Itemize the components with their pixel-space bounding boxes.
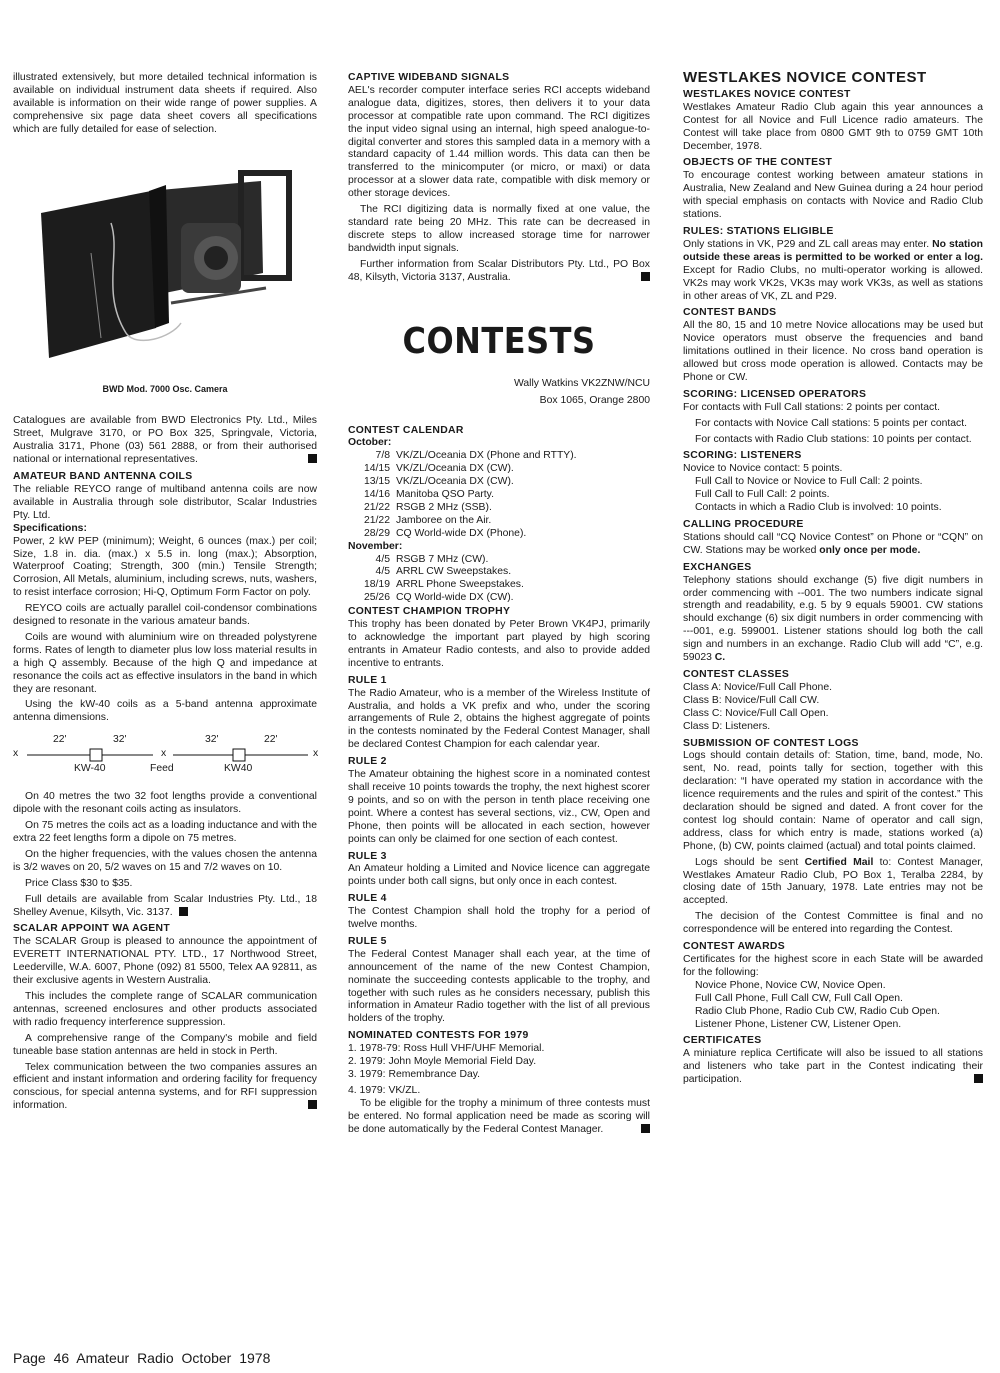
diagram-center-x: x bbox=[161, 748, 167, 760]
heading-rule-3: RULE 3 bbox=[348, 850, 387, 862]
heading-westlakes: WESTLAKES NOVICE CONTEST bbox=[683, 88, 851, 100]
calendar-entry bbox=[348, 502, 650, 515]
calling-text: Stations should call “CQ Novice Contest” on Phone or “CQN” on CW. Stations may be worked bbox=[683, 531, 983, 556]
paragraph-rule-3: An Amateur holding a Limited and Novice licence can aggregate points under both call signs, but only once in each contest. bbox=[348, 863, 650, 888]
eligible-text: To be eligible for the trophy a minimum of three contests must be entered. No formal application need be made as scoring will be done automatically by the Federal Contest Manager. bbox=[348, 1097, 650, 1135]
class-item: Class C: Novice/Full Call Open. bbox=[683, 707, 829, 719]
heading-calendar: CONTEST CALENDAR bbox=[348, 424, 464, 436]
award-item: Listener Phone, Listener CW, Listener Open. bbox=[695, 1018, 902, 1030]
nominated-item: 4. 1979: VK/ZL. bbox=[348, 1084, 421, 1096]
paragraph-exchanges bbox=[683, 575, 983, 665]
calendar-event: VK/ZL/Oceania DX (CW). bbox=[396, 463, 514, 475]
calendar-date: 25/26 bbox=[363, 592, 390, 604]
calendar-event: Manitoba QSO Party. bbox=[396, 489, 494, 501]
heading-exchanges: EXCHANGES bbox=[683, 561, 752, 573]
paragraph-rules bbox=[683, 239, 983, 304]
heading-bands: CONTEST BANDS bbox=[683, 307, 777, 319]
calendar-date: 28/29 bbox=[363, 527, 390, 539]
paragraph-40m: On 40 metres the two 32 foot lengths provide a conventional dipole with the resonant coils acting as insulators. bbox=[13, 791, 317, 816]
heading-awards: CONTEST AWARDS bbox=[683, 941, 785, 953]
exchanges-text-bold: C. bbox=[714, 652, 726, 664]
full-details-text: Full details are available from Scalar Industries Pty. Ltd., 18 Shelley Avenue, Kilsyth, Vic. 3137. bbox=[13, 893, 317, 918]
heading-nominated: NOMINATED CONTESTS FOR 1979 bbox=[348, 1030, 529, 1042]
heading-rules: RULES: STATIONS ELIGIBLE bbox=[683, 225, 834, 237]
november-label: November: bbox=[348, 540, 403, 552]
heading-scoring-operators: SCORING: LICENSED OPERATORS bbox=[683, 388, 867, 400]
diagram-end-x-right: x bbox=[313, 748, 319, 760]
nominated-item: 1. 1978-79: Ross Hull VHF/UHF Memorial. bbox=[348, 1043, 545, 1055]
diagram-length-22-left: 22' bbox=[53, 734, 67, 746]
paragraph-bands: All the 80, 15 and 10 metre Novice allocations may be used but Novice operators must observe the frequencies and band limitations outlined in their licence. No cross band operation is allowed but cross mode operation is allowed. Contacts may be Phone or CW. bbox=[683, 320, 983, 383]
end-mark-icon bbox=[974, 1074, 983, 1083]
heading-certificates: CERTIFICATES bbox=[683, 1035, 762, 1047]
paragraph-further bbox=[348, 259, 650, 285]
class-item: Class D: Listeners. bbox=[683, 720, 771, 732]
october-list bbox=[348, 450, 650, 540]
camera-illustration bbox=[31, 163, 301, 363]
heading-objects: OBJECTS OF THE CONTEST bbox=[683, 157, 833, 169]
heading-scalar: SCALAR APPOINT WA AGENT bbox=[13, 923, 170, 935]
calendar-event: VK/ZL/Oceania DX (Phone and RTTY). bbox=[396, 450, 577, 462]
paragraph-submission: Logs should contain details of: Station, time, band, mode, No. sent, No. read, points tally for section, together with this declaration: “I have operated my station in accordance with the licence requirements and the rules and spirit of the contest.” This declaration should be signed and dated. A front cover for the contest log should contain: Name of operator and call sign, address, class for which entry is made, stations worked (a) Phone, (b) CW, points claimed (actual) and total points claimed. bbox=[683, 750, 983, 852]
diagram-kw40-left-label: KW-40 bbox=[74, 763, 106, 775]
byline-address: Box 1065, Orange 2800 bbox=[539, 394, 650, 406]
paragraph-champion: This trophy has been donated by Peter Brown VK4PJ, primarily to acknowledge the important part played by high scoring entrants in Amateur Radio contests, and also to provide added incentive to entrants. bbox=[348, 619, 650, 669]
byline bbox=[348, 375, 650, 409]
class-item: Class A: Novice/Full Call Phone. bbox=[683, 681, 832, 693]
award-item: Full Call Phone, Full Call CW, Full Call Open. bbox=[695, 992, 903, 1004]
diagram-end-x-left: x bbox=[13, 748, 19, 760]
paragraph-75m: On 75 metres the coils act as a loading inductance and with the extra 22 feet lengths form a dipole on 75 metres. bbox=[13, 820, 317, 844]
paragraph-includes: This includes the complete range of SCALAR communication antennas, screened enclosures and other products associated with radio frequency interference suppression. bbox=[13, 990, 317, 1028]
paragraph-scalar: The SCALAR Group is pleased to announce the appointment of EVERETT INTERNATIONAL PTY. LTD., 17 Northwood Street, Leederville, W.A. 6007, Phone (092) 81 5500, Telex AA 92811, as their exclusive agents in Western Australia. bbox=[13, 936, 317, 987]
calendar-event: Jamboree on the Air. bbox=[396, 514, 492, 526]
calendar-entry bbox=[348, 592, 650, 605]
column-middle bbox=[348, 72, 650, 1137]
paragraph-specs: Power, 2 kW PEP (minimum); Weight, 6 ounces (max.) per coil; Size, 1.8 in. dia. (max.) x 5.5 in. long (max.); Absorption, Waterproof Coating; Strength, 300 (min.) Tensile Strength; Corrosion, All Metals, aluminium, including screws, nuts, washers, to resist interface corrosion; Hi-Q, Optimum Form Factor on poly. bbox=[13, 535, 317, 599]
calendar-date: 21/22 bbox=[363, 501, 390, 513]
paragraph-price: Price Class $30 to $35. bbox=[25, 877, 133, 889]
october-label: October: bbox=[348, 437, 392, 449]
paragraph-eligible bbox=[348, 1098, 650, 1137]
diagram-length-32-right: 32' bbox=[205, 734, 219, 746]
paragraph-calling bbox=[683, 532, 983, 558]
paragraph-scoring-1: For contacts with Full Call stations: 2 points per contact. bbox=[683, 401, 940, 413]
diagram-length-32-left: 32' bbox=[113, 734, 127, 746]
calendar-event: RSGB 7 MHz (CW). bbox=[396, 553, 489, 565]
catalogues-text: Catalogues are available from BWD Electronics Pty. Ltd., Miles Street, Mulgrave 3170, or PO Box 325, Springvale, Victoria, Australia 3171, Phone (03) 561 2888, or from their authorised national or international representatives. bbox=[13, 415, 317, 466]
paragraph-higher: On the higher frequencies, with the values chosen the antenna is 3/2 waves on 20, 5/2 waves on 15 and 7/2 waves on 10. bbox=[13, 848, 317, 873]
heading-submission: SUBMISSION OF CONTEST LOGS bbox=[683, 737, 859, 749]
calendar-entry bbox=[348, 554, 650, 567]
column-left bbox=[13, 72, 317, 1113]
logs-text-bold: Certified Mail bbox=[804, 856, 874, 868]
class-item: Class B: Novice/Full Call CW. bbox=[683, 694, 820, 706]
calendar-entry bbox=[348, 579, 650, 592]
paragraph-listeners-2: Full Call to Novice or Novice to Full Call: 2 points. bbox=[695, 476, 923, 488]
nominated-item: 3. 1979: Remembrance Day. bbox=[348, 1069, 481, 1080]
paragraph-telex bbox=[13, 1062, 317, 1114]
paragraph-mobile: A comprehensive range of the Company's mobile and field tuneable base station antennas are held in stock in Perth. bbox=[13, 1032, 317, 1057]
paragraph-decision: The decision of the Contest Committee is final and no correspondence will be entered into regarding the Contest. bbox=[683, 911, 983, 936]
calendar-entry bbox=[348, 528, 650, 541]
calendar-entry bbox=[348, 566, 650, 579]
telex-text: Telex communication between the two companies assures an efficient and instant information and ordering facility for frequency conscious, for special antenna systems, and for RFI suppression information. bbox=[13, 1061, 317, 1112]
rules-text-c: Except for Radio Clubs, no multi-operator working is allowed. VK2s may work VK2s, VK3s may work VK3s, as well as stations in other areas of VK, ZL and P29. bbox=[683, 264, 983, 302]
logs-text-c: to: Contest Manager, Westlakes Amateur Radio Club, PO Box 1, Teralba 2284, by closing date of 15th January, 1978. Late entries may not be accepted. bbox=[683, 856, 984, 907]
paragraph-listeners-3: Full Call to Full Call: 2 points. bbox=[695, 489, 830, 501]
specifications-label: Specifications: bbox=[13, 522, 87, 534]
rules-text-a: Only stations in VK, P29 and ZL call areas may enter. bbox=[683, 238, 930, 250]
paragraph-rule-4: The Contest Champion shall hold the trophy for a period of twelve months. bbox=[348, 906, 650, 931]
paragraph-westlakes: Westlakes Amateur Radio Club again this year announces a Contest for all Novice and Full Licence radio amateurs. The Contest will take place from 0800 GMT 9th to 0759 GMT 10th December, 1978. bbox=[683, 101, 983, 152]
paragraph-scoring-3: For contacts with Radio Club stations: 10 points per contact. bbox=[695, 433, 972, 445]
calendar-entry bbox=[348, 450, 650, 463]
end-mark-icon bbox=[641, 1124, 650, 1133]
oscilloscope-camera-photo bbox=[31, 163, 301, 363]
calendar-date: 14/16 bbox=[363, 489, 390, 501]
calendar-event: ARRL CW Sweepstakes. bbox=[396, 566, 512, 578]
paragraph-awards: Certificates for the highest score in each State will be awarded for the following: bbox=[683, 954, 983, 978]
calendar-date: 14/15 bbox=[363, 463, 390, 475]
end-mark-icon bbox=[179, 907, 188, 916]
end-mark-icon bbox=[308, 1100, 317, 1109]
calendar-date: 21/22 bbox=[363, 514, 390, 526]
calendar-event: VK/ZL/Oceania DX (CW). bbox=[396, 476, 514, 488]
end-mark-icon bbox=[641, 272, 650, 281]
column-right bbox=[683, 69, 984, 1087]
heading-classes: CONTEST CLASSES bbox=[683, 668, 790, 680]
diagram-length-22-right: 22' bbox=[264, 734, 278, 746]
paragraph-coils: The reliable REYCO range of multiband antenna coils are now available in Australia through sole distributor, Scalar Industries Pty. Ltd. bbox=[13, 483, 317, 521]
nominated-item: 2. 1979: John Moyle Memorial Field Day. bbox=[348, 1056, 537, 1068]
paragraph-listeners-1: Novice to Novice contact: 5 points. bbox=[683, 463, 843, 475]
calendar-entry bbox=[348, 489, 650, 502]
contests-title: CONTESTS bbox=[402, 319, 596, 362]
photo-caption: BWD Mod. 7000 Osc. Camera bbox=[102, 383, 228, 394]
heading-scoring-listeners: SCORING: LISTENERS bbox=[683, 450, 802, 462]
calendar-date: 4/5 bbox=[375, 553, 390, 565]
calendar-event: CQ World-wide DX (Phone). bbox=[396, 527, 527, 539]
paragraph-certificates bbox=[683, 1048, 983, 1087]
calendar-entry bbox=[348, 515, 650, 528]
paragraph-reyco: REYCO coils are actually parallel coil-condensor combinations designed to resonate in the various amateur bands. bbox=[13, 603, 317, 628]
paragraph-rci: The RCI digitizing data is normally fixed at one value, the standard rate being 20 MHz. This rate can be decreased in discrete steps to allow increased storage time for narrower bandwidth input signals. bbox=[348, 204, 650, 254]
calendar-date: 7/8 bbox=[375, 450, 390, 462]
paragraph-scoring-2: For contacts with Novice Call stations: 5 points per contact. bbox=[695, 417, 968, 429]
exchanges-text: Telephony stations should exchange (5) five digit numbers in order commencing with --001. The two numbers indicate signal strength and readability, e.g. 5 by 9 equals 59001. CW stations should exchange (6) six digit numbers in order commencing with ---001, e.g. 599001. Listener stations should log both the call sign and numbers in an exchange. Radio Club will add “C”, e.g. 59023 bbox=[683, 574, 983, 664]
november-list bbox=[348, 554, 650, 606]
logs-text-a: Logs should be sent bbox=[695, 856, 799, 868]
calendar-date: 4/5 bbox=[375, 566, 390, 578]
award-item: Novice Phone, Novice CW, Novice Open. bbox=[695, 979, 886, 991]
rules-text-b: No station outside these areas is permitted to be worked or enter a log. bbox=[683, 238, 984, 263]
certificates-text: A miniature replica Certificate will also be issued to all stations and listeners who take part in the Contest indicating their participation. bbox=[683, 1048, 983, 1086]
calendar-date: 18/19 bbox=[363, 579, 390, 591]
calendar-entry bbox=[348, 476, 650, 489]
page-footer: Page 46 Amateur Radio October 1978 bbox=[13, 1350, 271, 1366]
paragraph-intro: illustrated extensively, but more detailed technical information is available on individual instrument data sheets if required. Also available is information on their wide range of power supplies. A comprehensive six page data sheet covers all specifications which are fully detailed for ease of selection. bbox=[13, 72, 317, 135]
calendar-event: RSGB 2 MHz (SSB). bbox=[396, 501, 492, 513]
paragraph-catalogues bbox=[13, 415, 317, 467]
paragraph-wound: Coils are wound with aluminium wire on threaded polystyrene forms. Rates of length to diameter plus low loss material results in a high Q assembly. Because of the high Q and impedance at resonance the coils act as effective insulators in the band in which they are resonant. bbox=[13, 631, 317, 695]
diagram-feed-label: Feed bbox=[150, 763, 174, 775]
heading-antenna-coils: AMATEUR BAND ANTENNA COILS bbox=[13, 471, 193, 483]
paragraph-rule-2: The Amateur obtaining the highest score in a nominated contest shall receive 10 points towards the trophy, the next highest scorer 9 points, and so on with the person in tenth place receiving one point. Where a contest has several sections, viz., CW, Open and Phone, then points will be allocated in each section, however points can only be claimed for one section of each contest. bbox=[348, 769, 650, 845]
diagram-kw40-right-label: KW40 bbox=[224, 763, 253, 775]
paragraph-ael: AEL's recorder computer interface series RCI accepts wideband analogue data, digitizes, stores, then delivers it to your data processor at compatible rate upon command. The RCI digitizes the input video signal using an internal, high speed analogue-to-digital converter and stores this sampled data in a memory with a standard capacity of 1.44 million words. This data can then be transferred to the minicomputer (or micro, or maxi) or data processor at a slower data rate, compatible with disk memory or other storage devices. bbox=[348, 84, 650, 200]
heading-rule-2: RULE 2 bbox=[348, 756, 387, 768]
calendar-event: CQ World-wide DX (CW). bbox=[396, 592, 514, 604]
calendar-entry bbox=[348, 463, 650, 476]
paragraph-rule-5: The Federal Contest Manager shall each year, at the time of announcement of the name of the new Contest Champion, nominate the succeeding contests applicable to the trophy, and together with such rules as he considers necessary, publish this information in Amateur Radio together with the list of all previous holders of the trophy. bbox=[348, 948, 650, 1025]
heading-rule-4: RULE 4 bbox=[348, 893, 387, 905]
paragraph-objects: To encourage contest working between amateur stations in Australia, New Zealand and New Guinea during a 24 hour period with special emphasis on contacts with Novice and Radio Club stations. bbox=[683, 170, 983, 221]
heading-calling: CALLING PROCEDURE bbox=[683, 519, 804, 530]
calendar-date: 13/15 bbox=[363, 476, 390, 488]
calendar-event: ARRL Phone Sweepstakes. bbox=[396, 579, 524, 591]
heading-captive: CAPTIVE WIDEBAND SIGNALS bbox=[348, 72, 510, 83]
paragraph-listeners-4: Contacts in which a Radio Club is involved: 10 points. bbox=[695, 502, 942, 514]
paragraph-full-details bbox=[13, 894, 317, 920]
paragraph-rule-1: The Radio Amateur, who is a member of the Wireless Institute of Australia, and holds a VK prefix and who, under the scoring arrangements of Rule 2, obtains the highest aggregate of points in the contests nominated by the Federal Contest Manager, shall be declared Contest Champion for each calendar year. bbox=[348, 687, 650, 751]
byline-author: Wally Watkins VK2ZNW/NCU bbox=[513, 377, 650, 389]
paragraph-kw40: Using the kW-40 coils as a 5-band antenna approximate antenna dimensions. bbox=[13, 699, 317, 724]
heading-champion: CONTEST CHAMPION TROPHY bbox=[348, 606, 511, 618]
antenna-diagram bbox=[13, 733, 317, 785]
paragraph-logs bbox=[683, 857, 983, 909]
further-text: Further information from Scalar Distributors Pty. Ltd., PO Box 48, Kilsyth, Victoria 3137, Australia. bbox=[348, 258, 650, 283]
award-item: Radio Club Phone, Radio Cub CW, Radio Cub Open. bbox=[695, 1005, 940, 1017]
end-mark-icon bbox=[308, 454, 317, 463]
westlakes-title: WESTLAKES NOVICE CONTEST bbox=[683, 69, 927, 86]
heading-rule-1: RULE 1 bbox=[348, 674, 387, 686]
heading-rule-5: RULE 5 bbox=[348, 935, 387, 947]
calling-text-bold: only once per mode. bbox=[819, 544, 921, 556]
